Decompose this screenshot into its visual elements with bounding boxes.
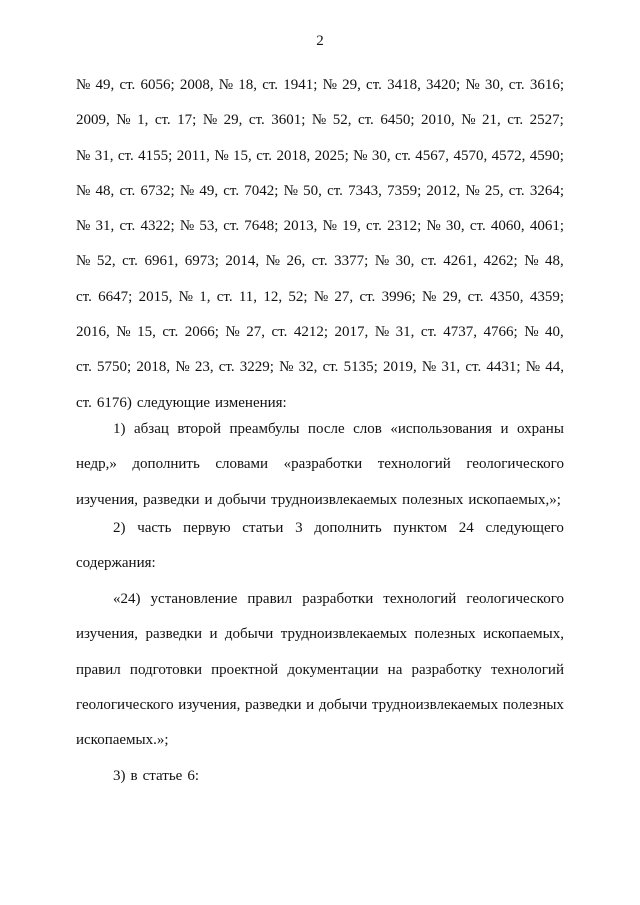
word: № xyxy=(179,182,195,199)
word: 3996; xyxy=(381,288,416,305)
word: 3377; xyxy=(334,253,369,270)
word: № xyxy=(353,147,368,164)
word: 4431; xyxy=(486,359,521,376)
word: изменения: xyxy=(215,394,287,411)
word: 2013, xyxy=(283,218,318,235)
word: полезных xyxy=(414,626,476,643)
word: № xyxy=(525,359,541,376)
text-line xyxy=(76,511,564,546)
word: «использования xyxy=(390,421,493,437)
word: технологий xyxy=(383,591,457,607)
word: 30, xyxy=(395,253,415,270)
word: № xyxy=(116,324,131,341)
word: № xyxy=(421,359,437,376)
word: ст. xyxy=(76,394,92,411)
word: № xyxy=(279,359,294,376)
word: № xyxy=(426,218,441,235)
text-line xyxy=(76,139,564,174)
word: 15, xyxy=(233,147,252,164)
word: 32, xyxy=(298,359,318,376)
word: следующего xyxy=(485,520,564,536)
word: второй xyxy=(177,421,221,437)
word: на xyxy=(387,661,403,678)
word: слов xyxy=(353,421,382,437)
word: трудноизвлекаемых xyxy=(270,491,398,508)
word: № xyxy=(283,182,298,199)
word: ст. xyxy=(216,288,233,305)
word: «24) xyxy=(113,591,141,607)
word: проектной xyxy=(211,661,279,678)
paragraph-item-1 xyxy=(76,412,564,518)
word: абзац xyxy=(133,421,169,437)
word: ископаемых,»; xyxy=(468,491,561,508)
word: № xyxy=(76,182,91,199)
word: 3229; xyxy=(239,359,274,376)
word: 2) xyxy=(113,520,126,536)
word: разработки xyxy=(302,591,374,607)
word: добычи xyxy=(224,626,274,643)
word: 4155; xyxy=(138,147,173,164)
text-line xyxy=(76,412,564,447)
word: ст. xyxy=(507,112,524,129)
word: 21, xyxy=(482,112,501,129)
word: № xyxy=(175,359,190,376)
word: ст. xyxy=(117,147,134,164)
word: 3 xyxy=(295,520,303,536)
word: 4060, xyxy=(490,218,525,235)
word: № xyxy=(265,253,280,270)
word: ст. xyxy=(420,253,437,270)
word: правил xyxy=(76,661,121,678)
page-number: 2 xyxy=(316,33,324,49)
word: 49, xyxy=(199,182,219,199)
word: 4567, xyxy=(415,147,450,164)
word: 11, xyxy=(238,288,258,305)
word: 6: xyxy=(187,768,199,784)
word: № xyxy=(214,147,229,164)
word: правил xyxy=(247,591,293,607)
word: 2019, xyxy=(382,359,417,376)
word: ископаемых.»; xyxy=(76,732,169,749)
word: геологического xyxy=(466,591,564,607)
text-line xyxy=(76,350,564,385)
word: ст. xyxy=(154,112,171,129)
word: 23, xyxy=(194,359,214,376)
word: 2018, xyxy=(276,147,311,164)
word: 2527; xyxy=(529,112,564,129)
word: 2017, xyxy=(334,324,369,341)
word: 7042; xyxy=(244,182,279,199)
word: № xyxy=(76,218,91,235)
word: статье xyxy=(142,768,183,784)
word: 40, xyxy=(545,324,564,341)
word: 3418, xyxy=(387,77,421,93)
word: 30, xyxy=(445,218,465,235)
word: ст. xyxy=(366,218,382,235)
word: преамбулы xyxy=(229,421,300,437)
word: ст. xyxy=(395,147,411,164)
word: ст. xyxy=(465,359,482,376)
word: 7343, xyxy=(348,182,382,199)
word: технологий xyxy=(377,456,451,473)
word: № xyxy=(202,112,218,129)
word: № xyxy=(76,147,91,164)
word: 49, xyxy=(95,77,115,93)
text-line xyxy=(76,315,564,350)
word: ст. xyxy=(311,253,328,270)
word: 1) xyxy=(113,421,126,437)
word: № xyxy=(322,77,337,93)
word: ископаемых, xyxy=(483,626,564,643)
word: первую xyxy=(183,520,231,536)
word: статьи xyxy=(242,520,284,536)
word: 4572, xyxy=(491,147,526,164)
word: 5750; xyxy=(97,359,132,376)
word: № xyxy=(374,324,390,341)
word: 12, xyxy=(263,288,283,305)
word: «разработки xyxy=(283,456,363,473)
word: № xyxy=(524,253,539,270)
word: изучения, xyxy=(76,491,139,508)
word: 30, xyxy=(484,77,504,93)
word: подготовки xyxy=(129,661,202,678)
word: 7359; xyxy=(387,182,422,199)
word: ст. xyxy=(366,77,382,93)
word: 7648; xyxy=(244,218,279,235)
word: следующие xyxy=(136,394,211,411)
word: 27, xyxy=(334,288,354,305)
word: ст. xyxy=(327,182,343,199)
word: недр,» xyxy=(76,456,117,473)
word: 4261, xyxy=(443,253,478,270)
word: ст. xyxy=(508,77,525,93)
word: ст. xyxy=(122,253,138,270)
word: 2014, xyxy=(225,253,260,270)
word: ст. xyxy=(256,147,273,164)
word: разведки xyxy=(244,696,302,713)
word: 44, xyxy=(545,359,564,376)
word: ст. xyxy=(357,112,374,129)
word: 4350, xyxy=(489,288,524,305)
word: 4322; xyxy=(140,218,175,235)
word: пунктом xyxy=(393,520,448,536)
word: № xyxy=(465,182,480,199)
word: 50, xyxy=(303,182,322,199)
word: ст. xyxy=(119,218,136,235)
word: № xyxy=(178,288,193,305)
word: ст. xyxy=(223,182,240,199)
word: часть xyxy=(137,520,172,536)
word: № xyxy=(76,253,91,270)
text-line xyxy=(76,617,564,652)
word: 6176) xyxy=(96,394,132,411)
word: 2066; xyxy=(184,324,219,341)
word: ст. xyxy=(469,218,486,235)
word: 4212; xyxy=(293,324,329,341)
word: 6961, xyxy=(144,253,179,270)
word: ст. xyxy=(420,324,437,341)
word: и xyxy=(306,696,315,713)
word: 4061; xyxy=(529,218,564,235)
word: 31, xyxy=(395,324,415,341)
word: 18, xyxy=(238,77,258,93)
word: 2010, xyxy=(420,112,455,129)
text-line xyxy=(76,68,564,103)
word: геологического xyxy=(76,696,174,713)
word: № xyxy=(524,324,539,341)
word: 3616; xyxy=(529,77,564,93)
word: № xyxy=(374,253,390,270)
word: полезных xyxy=(402,491,464,508)
word: содержания: xyxy=(76,555,156,572)
text-line xyxy=(76,244,564,279)
word: 1941; xyxy=(283,77,318,93)
word: № xyxy=(225,324,240,341)
word: 4590; xyxy=(529,147,564,164)
word: ст. xyxy=(248,112,265,129)
word: 3420; xyxy=(426,77,461,93)
text-line xyxy=(76,653,564,688)
word: ст. xyxy=(223,218,240,235)
word: и xyxy=(209,626,218,643)
paragraph-intro-citations xyxy=(76,68,564,421)
word: 2011, xyxy=(176,147,210,164)
word: 52, xyxy=(96,253,116,270)
word: изучения, xyxy=(76,626,139,643)
word: 29, xyxy=(223,112,243,129)
word: 5135; xyxy=(343,359,378,376)
word: изучения, xyxy=(178,696,241,713)
word: ст. xyxy=(508,182,525,199)
word: 48, xyxy=(545,253,564,270)
word: охраны xyxy=(517,421,564,437)
word: 52, xyxy=(332,112,352,129)
word: № xyxy=(313,288,329,305)
word: 26, xyxy=(286,253,306,270)
word: и xyxy=(500,421,509,437)
word: документации xyxy=(287,661,379,678)
word: 1, xyxy=(137,112,149,129)
word: 24 xyxy=(458,520,474,536)
text-line xyxy=(76,546,564,581)
text-line xyxy=(76,582,564,617)
word: 2015, xyxy=(138,288,173,305)
word: № xyxy=(461,112,476,129)
word: 4737, xyxy=(443,324,478,341)
word: добычи xyxy=(217,491,266,508)
word: № xyxy=(322,218,337,235)
word: ст. xyxy=(119,182,136,199)
word: словами xyxy=(215,456,269,473)
word: 15, xyxy=(137,324,156,341)
word: геологического xyxy=(466,456,564,473)
word: установление xyxy=(150,591,238,607)
word: 48, xyxy=(95,182,115,199)
word: трудноизвлекаемых xyxy=(280,626,407,643)
word: 52; xyxy=(288,288,308,305)
word: 31, xyxy=(95,218,115,235)
paragraph-item-2 xyxy=(76,511,564,582)
word: 25, xyxy=(484,182,504,199)
paragraph-item-3 xyxy=(76,759,564,794)
word: ст. xyxy=(467,288,484,305)
word: 3601; xyxy=(271,112,306,129)
word: ст. xyxy=(359,288,376,305)
word: разведки xyxy=(143,491,200,508)
word: 30, xyxy=(371,147,391,164)
word: 2016, xyxy=(76,324,110,341)
word: 3) xyxy=(113,768,126,784)
word: полезных xyxy=(502,696,564,713)
word: № xyxy=(218,77,234,93)
word: добычи xyxy=(318,696,368,713)
word: технологий xyxy=(490,661,564,678)
text-line xyxy=(76,174,564,209)
word: 4262; xyxy=(483,253,518,270)
text-line xyxy=(76,688,564,723)
word: дополнить xyxy=(314,520,382,536)
word: 2312; xyxy=(387,218,422,235)
word: 19, xyxy=(342,218,361,235)
word: 4570, xyxy=(453,147,488,164)
word: 6973; xyxy=(184,253,219,270)
text-line xyxy=(76,447,564,482)
word: 2012, xyxy=(426,182,461,199)
word: ст. xyxy=(262,77,279,93)
word: 17; xyxy=(177,112,197,129)
word: 2018, xyxy=(136,359,171,376)
word: ст. xyxy=(119,77,136,93)
word: 53, xyxy=(199,218,219,235)
word: 4766; xyxy=(483,324,518,341)
word: ст. xyxy=(76,288,92,305)
word: трудноизвлекаемых xyxy=(371,696,499,713)
word: ст. xyxy=(218,359,235,376)
text-line xyxy=(76,209,564,244)
word: 31, xyxy=(94,147,114,164)
word: № xyxy=(116,112,131,129)
word: 27, xyxy=(246,324,265,341)
word: 2025; xyxy=(314,147,349,164)
word: 6647; xyxy=(98,288,133,305)
word: 6056; xyxy=(140,77,175,93)
word: 31, xyxy=(441,359,461,376)
word: 6732; xyxy=(140,182,175,199)
word: 1, xyxy=(199,288,211,305)
word: разработку xyxy=(411,661,482,678)
word: 6450; xyxy=(380,112,415,129)
word: ст. xyxy=(322,359,339,376)
word: разведки xyxy=(145,626,202,643)
word: № xyxy=(422,288,437,305)
word: № xyxy=(76,77,91,93)
word: 4359; xyxy=(529,288,564,305)
word: № xyxy=(311,112,327,129)
word: ст. xyxy=(162,324,179,341)
word: после xyxy=(307,421,345,437)
word: ст. xyxy=(76,359,92,376)
word: 2009, xyxy=(76,112,110,129)
text-line xyxy=(76,723,564,758)
word: и xyxy=(204,491,213,508)
word: № xyxy=(465,77,480,93)
text-line xyxy=(76,280,564,315)
word: в xyxy=(130,768,138,784)
word: 3264; xyxy=(529,182,564,199)
word: 29, xyxy=(342,77,361,93)
paragraph-item-24 xyxy=(76,582,564,758)
word: № xyxy=(179,218,195,235)
word: дополнить xyxy=(132,456,200,473)
text-line xyxy=(76,759,564,794)
word: ст. xyxy=(271,324,288,341)
text-line xyxy=(76,103,564,138)
word: 29, xyxy=(442,288,462,305)
word: 2008, xyxy=(179,77,214,93)
